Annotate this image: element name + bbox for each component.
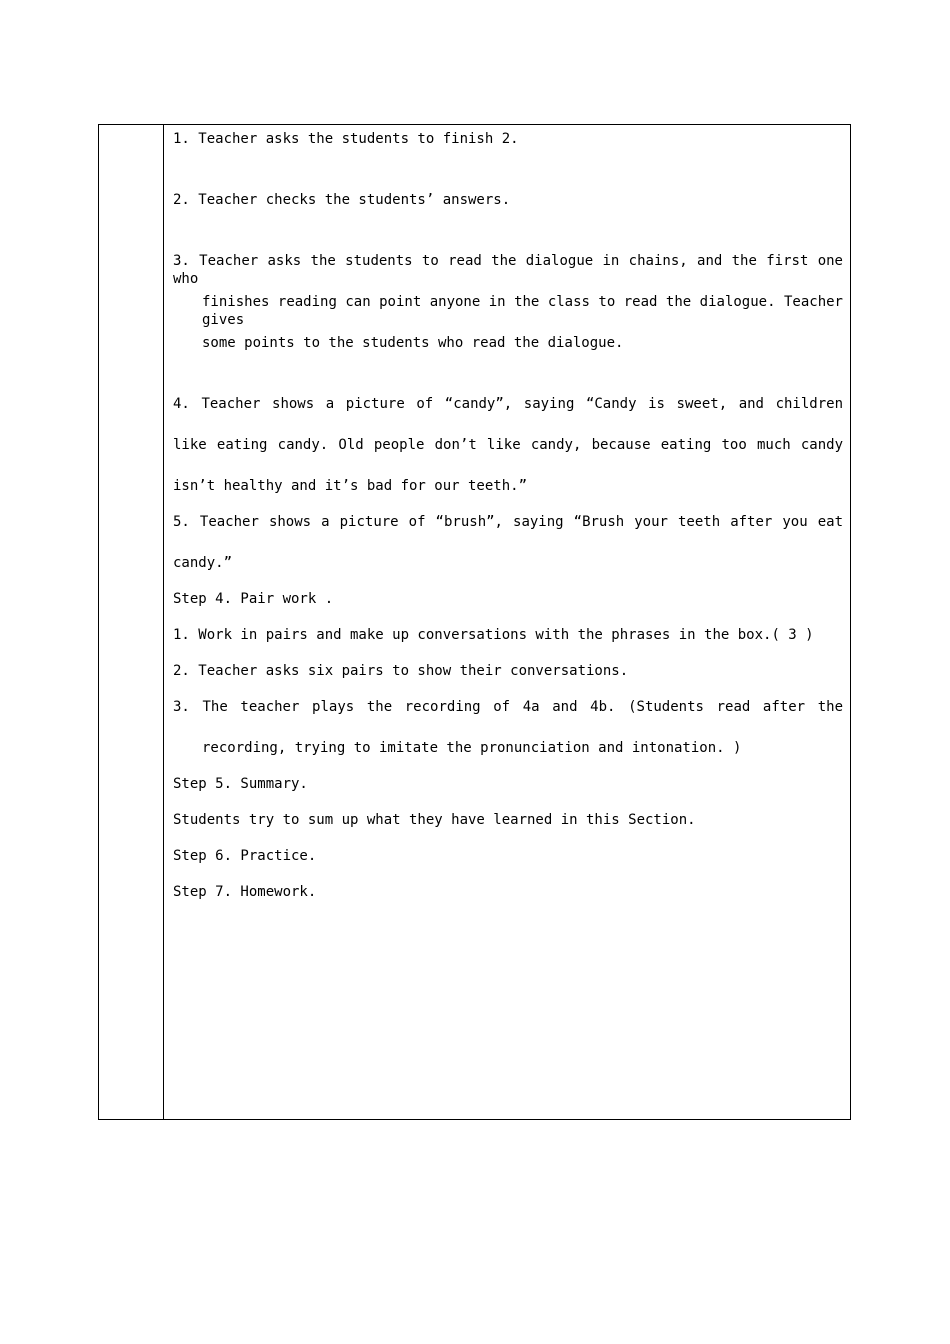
procedure-content xyxy=(173,125,843,1119)
procedure-line: 3. Teacher asks the students to read the dialogue in chains, and the first one who xyxy=(173,253,843,287)
procedure-line: 3. The teacher plays the recording of 4a and 4b. (Students read after the xyxy=(173,699,843,715)
procedure-line: 1. Work in pairs and make up conversations with the phrases in the box.( 3 ) xyxy=(173,627,814,643)
procedure-line: finishes reading can point anyone in the class to read the dialogue. Teacher gives xyxy=(202,294,843,328)
procedure-line: recording, trying to imitate the pronunciation and intonation. ) xyxy=(202,740,742,756)
procedure-line: candy.” xyxy=(173,555,233,571)
procedure-line: isn’t healthy and it’s bad for our teeth.” xyxy=(173,478,528,494)
procedure-line: 4. Teacher shows a picture of “candy”, saying “Candy is sweet, and children xyxy=(173,396,843,412)
procedure-line: some points to the students who read the dialogue. xyxy=(202,335,624,351)
procedure-line: Students try to sum up what they have learned in this Section. xyxy=(173,812,696,828)
procedure-line: 1. Teacher asks the students to finish 2. xyxy=(173,131,519,147)
step-heading: Step 5. Summary. xyxy=(173,776,308,792)
table-left-column xyxy=(99,125,164,1119)
step-heading: Step 7. Homework. xyxy=(173,884,317,900)
procedure-line: 2. Teacher asks six pairs to show their conversations. xyxy=(173,663,629,679)
lesson-table xyxy=(98,124,851,1120)
procedure-line: 2. Teacher checks the students’ answers. xyxy=(173,192,511,208)
step-heading: Step 4. Pair work . xyxy=(173,591,334,607)
step-heading: Step 6. Practice. xyxy=(173,848,317,864)
procedure-line: like eating candy. Old people don’t like candy, because eating too much candy xyxy=(173,437,843,453)
procedure-line: 5. Teacher shows a picture of “brush”, saying “Brush your teeth after you eat xyxy=(173,514,843,530)
